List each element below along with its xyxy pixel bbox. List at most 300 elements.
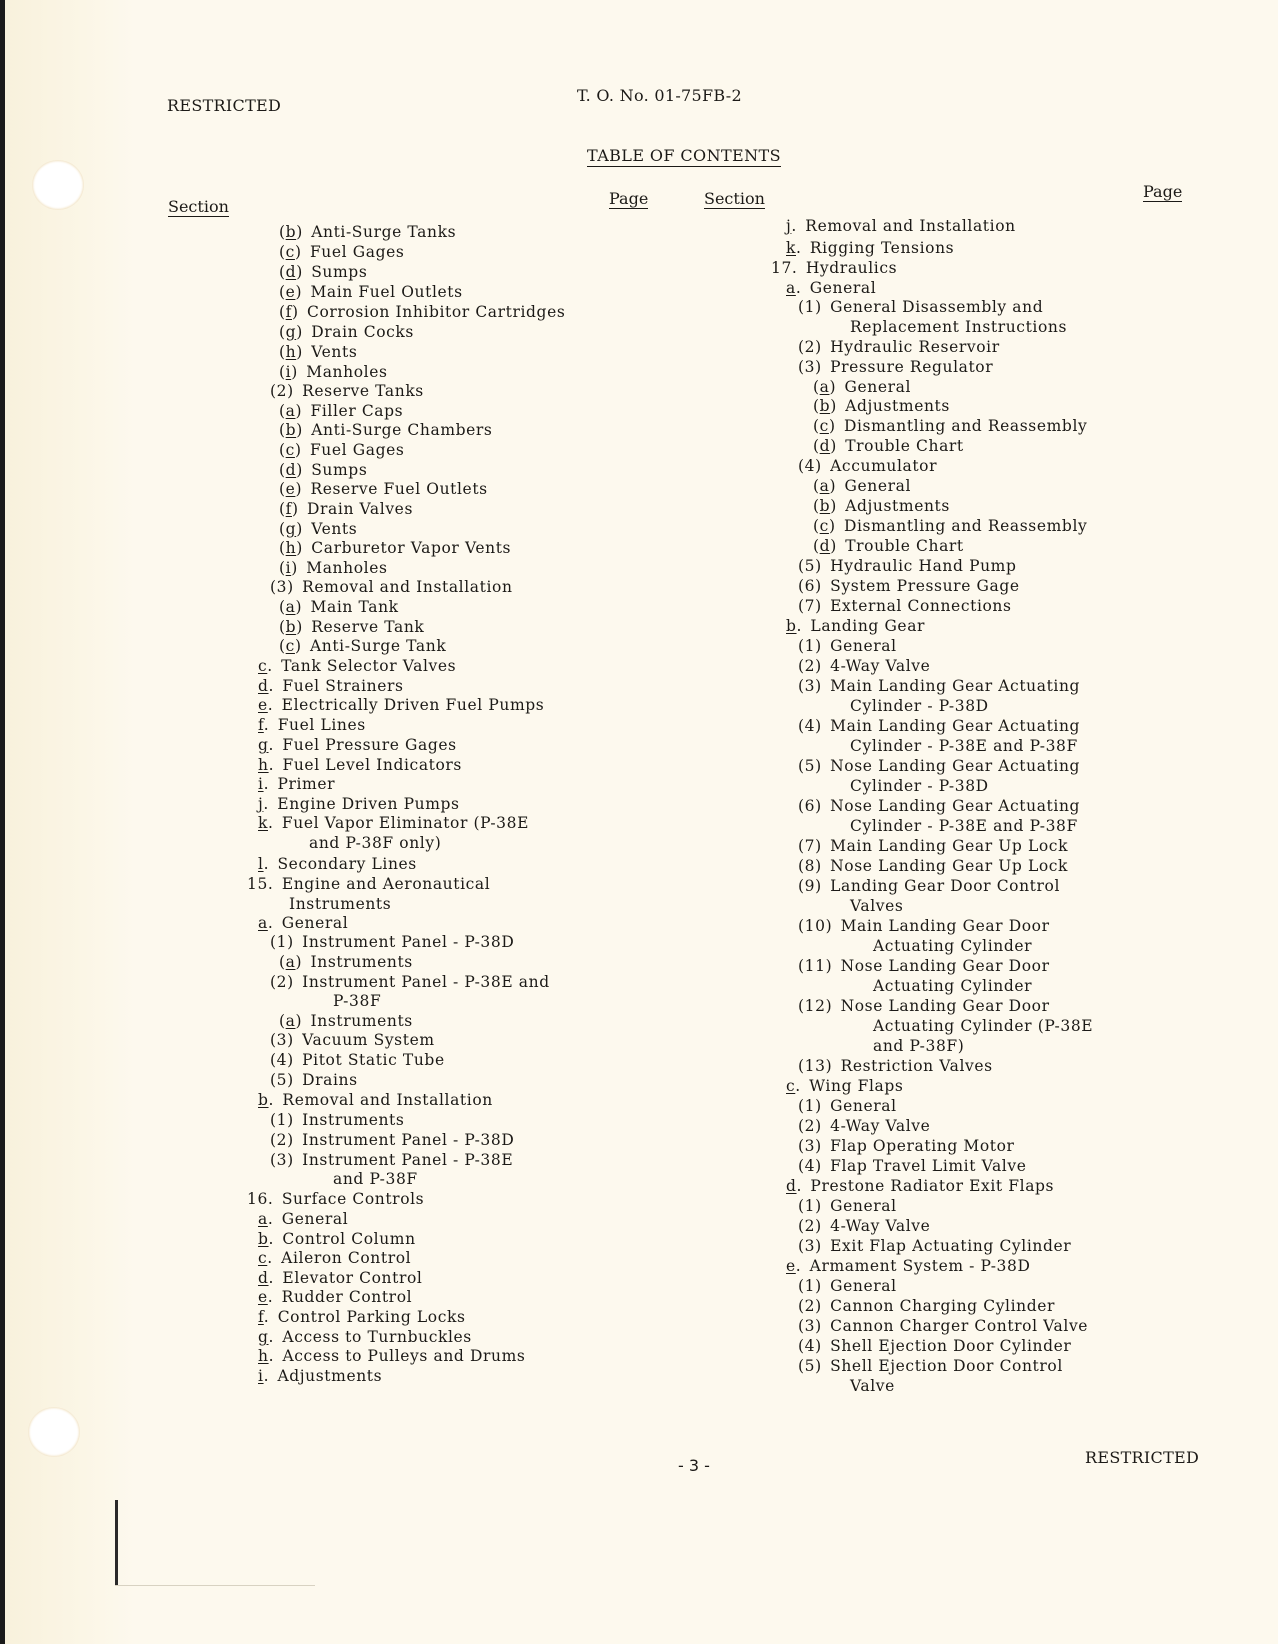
toc-entry-marker: (3): [270, 1031, 294, 1049]
toc-entry-title: Nose Landing Gear Actuating: [830, 757, 1081, 775]
toc-entry[interactable]: [279, 363, 388, 382]
toc-entry[interactable]: [258, 1288, 412, 1307]
toc-entry-marker: (7): [798, 837, 822, 855]
toc-entry-title: General: [830, 637, 897, 655]
toc-entry-title: Cylinder - P-38D: [850, 777, 989, 795]
toc-entry-marker: (f): [279, 500, 299, 518]
toc-entry[interactable]: [798, 557, 1017, 576]
toc-entry-title: External Connections: [830, 597, 1012, 615]
toc-entry[interactable]: [798, 1277, 897, 1296]
toc-entry-marker: (2): [798, 657, 822, 675]
toc-entry-marker: (2): [798, 1297, 822, 1315]
toc-entry-title: Dismantling and Reassembly: [843, 517, 1088, 535]
toc-entry[interactable]: [279, 480, 488, 499]
toc-entry[interactable]: [279, 500, 413, 519]
toc-entry-title: Armament System - P-38D: [809, 1257, 1031, 1275]
left-section-header: Section: [168, 197, 229, 216]
toc-entry-marker: c.: [258, 657, 273, 675]
toc-entry-title: Aileron Control: [281, 1249, 412, 1267]
toc-entry[interactable]: [258, 1367, 382, 1386]
toc-entry[interactable]: [270, 973, 550, 992]
toc-entry-title: Control Parking Locks: [277, 1308, 466, 1326]
toc-entry-title: Nose Landing Gear Actuating: [830, 797, 1081, 815]
toc-entry[interactable]: [279, 618, 424, 637]
toc-entry-marker: (4): [270, 1051, 294, 1069]
toc-entry-marker: (e): [279, 283, 303, 301]
toc-entry[interactable]: [798, 717, 1080, 736]
toc-entry[interactable]: [798, 457, 937, 476]
toc-entry-marker: (h): [279, 539, 303, 557]
toc-entry[interactable]: [270, 1111, 404, 1130]
toc-entry-marker: (i): [279, 559, 298, 577]
toc-entry-title: Drains: [302, 1071, 358, 1089]
toc-entry-marker: 17.: [771, 259, 798, 277]
toc-entry-marker: (1): [798, 1197, 822, 1215]
toc-entry[interactable]: [279, 283, 463, 302]
toc-entry[interactable]: [798, 358, 993, 377]
toc-entry[interactable]: [258, 736, 457, 755]
toc-entry[interactable]: [258, 1328, 472, 1347]
toc-entry-title: Tank Selector Valves: [281, 657, 457, 675]
toc-entry-title: General: [830, 1197, 897, 1215]
toc-entry-title: Main Landing Gear Actuating: [830, 717, 1081, 735]
toc-entry[interactable]: [798, 957, 1050, 976]
toc-entry-title: Removal and Installation: [302, 578, 513, 596]
toc-entry-title: Cannon Charger Control Valve: [830, 1317, 1089, 1335]
toc-entry[interactable]: [258, 1269, 422, 1288]
toc-entry[interactable]: [786, 1177, 1054, 1196]
toc-entry[interactable]: [279, 223, 456, 242]
toc-entry-title: General: [844, 378, 912, 396]
toc-entry-title: Reserve Tank: [311, 618, 425, 636]
toc-entry[interactable]: [873, 977, 1032, 996]
toc-entry-marker: (g): [279, 520, 303, 538]
toc-entry[interactable]: [786, 239, 954, 258]
toc-entry-title: Sumps: [311, 461, 368, 479]
toc-entry[interactable]: [798, 1117, 930, 1136]
toc-entry-marker: (1): [798, 637, 822, 655]
toc-entry-title: Cylinder - P-38E and P-38F: [850, 737, 1078, 755]
toc-entry-title: Pressure Regulator: [830, 358, 994, 376]
toc-entry-title: Adjustments: [845, 397, 950, 415]
toc-entry[interactable]: [258, 756, 462, 775]
toc-entry[interactable]: [850, 777, 989, 796]
toc-entry-marker: (a): [279, 402, 303, 420]
toc-entry-marker: (7): [798, 597, 822, 615]
toc-entry-title: and P-38F only): [309, 834, 442, 852]
toc-entry-marker: (4): [798, 457, 822, 475]
toc-entry-marker: (h): [279, 343, 303, 361]
toc-entry-marker: (f): [279, 303, 299, 321]
toc-entry-title: Manholes: [306, 559, 388, 577]
toc-entry-marker: (8): [798, 857, 822, 875]
toc-entry-title: Access to Pulleys and Drums: [282, 1347, 526, 1365]
toc-entry-title: Vents: [311, 520, 358, 538]
toc-entry-marker: (c): [813, 417, 836, 435]
toc-entry-marker: (b): [813, 397, 837, 415]
toc-entry-title: Fuel Pressure Gages: [282, 736, 457, 754]
toc-entry-title: Fuel Gages: [309, 441, 405, 459]
toc-entry-marker: l.: [258, 855, 270, 873]
toc-entry[interactable]: [798, 1197, 897, 1216]
toc-entry[interactable]: [279, 421, 492, 440]
toc-entry-marker: (c): [279, 243, 302, 261]
toc-entry-marker: (3): [798, 358, 822, 376]
right-page-header: Page: [1143, 182, 1183, 201]
toc-entry-title: Reserve Fuel Outlets: [310, 480, 488, 498]
toc-entry-marker: f.: [258, 716, 270, 734]
toc-entry[interactable]: [258, 1249, 411, 1268]
toc-entry[interactable]: [258, 1347, 525, 1366]
toc-entry[interactable]: [786, 279, 876, 298]
toc-entry-marker: (2): [270, 973, 294, 991]
toc-entry-marker: (1): [798, 1097, 822, 1115]
toc-entry-title: Instruments: [310, 1012, 413, 1030]
toc-entry-marker: (d): [279, 263, 303, 281]
footer-classification: RESTRICTED: [1085, 1448, 1200, 1467]
toc-entry-title: Access to Turnbuckles: [282, 1328, 472, 1346]
toc-entry[interactable]: [270, 382, 424, 401]
toc-entry-title: Flap Operating Motor: [830, 1137, 1015, 1155]
toc-entry[interactable]: [813, 397, 950, 416]
toc-entry-marker: (5): [798, 757, 822, 775]
toc-entry[interactable]: [798, 597, 1012, 616]
toc-entry-marker: (a): [279, 953, 303, 971]
toc-entry-marker: (g): [279, 323, 303, 341]
toc-entry[interactable]: [270, 1031, 435, 1050]
toc-entry-title: Removal and Installation: [282, 1091, 493, 1109]
toc-entry-marker: (13): [798, 1057, 833, 1075]
toc-entry[interactable]: [258, 795, 460, 814]
toc-entry-marker: d.: [786, 1177, 803, 1195]
toc-entry[interactable]: [258, 855, 417, 874]
toc-entry[interactable]: [279, 343, 357, 362]
toc-entry-marker: d.: [258, 677, 275, 695]
toc-entry[interactable]: [798, 298, 1043, 317]
toc-entry-title: General: [844, 477, 912, 495]
toc-entry-marker: (1): [798, 1277, 822, 1295]
toc-entry-title: Main Tank: [310, 598, 399, 616]
toc-entry-title: Surface Controls: [281, 1190, 425, 1208]
toc-entry-marker: g.: [258, 1328, 275, 1346]
toc-entry-title: Main Landing Gear Up Lock: [830, 837, 1069, 855]
toc-entry[interactable]: [258, 1230, 416, 1249]
toc-entry-marker: h.: [258, 756, 275, 774]
toc-entry-title: Fuel Lines: [277, 716, 366, 734]
toc-entry[interactable]: [850, 697, 989, 716]
toc-entry-title: Nose Landing Gear Up Lock: [830, 857, 1069, 875]
toc-entry-title: Electrically Driven Fuel Pumps: [281, 696, 545, 714]
toc-entry[interactable]: [279, 323, 414, 342]
toc-entry-title: General Disassembly and: [830, 298, 1044, 316]
toc-entry-marker: c.: [258, 1249, 273, 1267]
toc-entry-marker: (9): [798, 877, 822, 895]
toc-entry[interactable]: [798, 1137, 1015, 1156]
right-section-header: Section: [704, 189, 765, 208]
toc-entry[interactable]: [798, 657, 930, 676]
toc-entry-marker: (a): [813, 477, 837, 495]
toc-entry[interactable]: [798, 757, 1080, 776]
toc-entry[interactable]: [270, 1151, 513, 1170]
toc-entry-marker: (i): [279, 363, 298, 381]
toc-entry-title: Hydraulics: [805, 259, 898, 277]
toc-entry-title: Anti-Surge Tank: [309, 637, 447, 655]
toc-entry-marker: h.: [258, 1347, 275, 1365]
toc-entry[interactable]: [798, 1217, 930, 1236]
toc-entry-title: Main Landing Gear Door: [840, 917, 1050, 935]
toc-entry[interactable]: [279, 1012, 413, 1031]
toc-entry-marker: g.: [258, 736, 275, 754]
toc-entry-title: Sumps: [311, 263, 368, 281]
toc-entry-title: Instruments: [302, 1111, 405, 1129]
toc-entry-marker: (5): [798, 557, 822, 575]
toc-entry-title: Actuating Cylinder: [873, 977, 1033, 995]
toc-entry-title: Pitot Static Tube: [302, 1051, 445, 1069]
toc-entry[interactable]: [279, 263, 367, 282]
toc-entry-marker: b.: [258, 1230, 275, 1248]
punch-hole-top: [32, 160, 84, 210]
toc-entry[interactable]: [279, 598, 399, 617]
toc-entry[interactable]: [850, 897, 903, 916]
toc-entry[interactable]: [798, 1337, 1071, 1356]
toc-entry[interactable]: [279, 539, 511, 558]
toc-entry-title: Elevator Control: [282, 1269, 423, 1287]
toc-entry[interactable]: [279, 303, 565, 322]
toc-entry-title: Vacuum System: [302, 1031, 435, 1049]
toc-entry-title: Engine and Aeronautical: [281, 875, 491, 893]
toc-entry[interactable]: [850, 1377, 895, 1396]
toc-entry-title: and P-38F): [873, 1037, 965, 1055]
toc-entry-title: 4-Way Valve: [830, 1217, 931, 1235]
toc-entry-title: Fuel Vapor Eliminator (P-38E: [281, 814, 529, 832]
binding-mark: [115, 1500, 118, 1585]
toc-entry-title: General: [830, 1277, 897, 1295]
toc-entry-title: Engine Driven Pumps: [277, 795, 460, 813]
toc-entry[interactable]: [258, 1091, 493, 1110]
toc-entry-marker: (2): [798, 1217, 822, 1235]
toc-entry[interactable]: [786, 617, 925, 636]
toc-entry[interactable]: [258, 657, 456, 676]
toc-entry-title: Landing Gear Door Control: [830, 877, 1061, 895]
toc-entry[interactable]: [247, 1190, 424, 1209]
toc-entry-title: Secondary Lines: [277, 855, 417, 873]
toc-entry[interactable]: [798, 637, 897, 656]
toc-entry-title: Control Column: [282, 1230, 416, 1248]
toc-entry-marker: (3): [798, 1237, 822, 1255]
page-number: - 3 -: [678, 1456, 710, 1475]
toc-entry[interactable]: [258, 814, 529, 833]
toc-entry-title: Nose Landing Gear Door: [840, 997, 1050, 1015]
toc-entry[interactable]: [798, 917, 1050, 936]
toc-entry-title: General: [830, 1097, 897, 1115]
toc-entry-marker: k.: [258, 814, 274, 832]
toc-entry-marker: (4): [798, 1337, 822, 1355]
toc-entry-marker: (3): [798, 1317, 822, 1335]
toc-entry-marker: (4): [798, 1157, 822, 1175]
toc-entry-title: Exit Flap Actuating Cylinder: [830, 1237, 1072, 1255]
toc-entry-marker: (6): [798, 797, 822, 815]
toc-entry-title: Nose Landing Gear Door: [840, 957, 1050, 975]
toc-entry[interactable]: [247, 875, 490, 894]
toc-entry[interactable]: [798, 1097, 897, 1116]
toc-entry[interactable]: [279, 243, 404, 262]
toc-entry-marker: (b): [279, 223, 303, 241]
toc-entry-marker: (2): [798, 338, 822, 356]
toc-entry-title: Removal and Installation: [805, 217, 1016, 235]
toc-entry-marker: (2): [798, 1117, 822, 1135]
toc-entry-title: Trouble Chart: [845, 437, 964, 455]
toc-entry-title: Instrument Panel - P-38E and: [302, 973, 550, 991]
toc-entry-marker: j.: [258, 795, 269, 813]
toc-entry-title: Drain Valves: [307, 500, 414, 518]
toc-entry[interactable]: [813, 517, 1087, 536]
toc-entry[interactable]: [798, 1237, 1071, 1256]
toc-entry-marker: (3): [270, 578, 294, 596]
toc-entry[interactable]: [771, 259, 897, 278]
toc-entry-title: Trouble Chart: [845, 537, 964, 555]
toc-entry[interactable]: [258, 775, 335, 794]
toc-entry[interactable]: [270, 1051, 445, 1070]
toc-entry-title: Cannon Charging Cylinder: [830, 1297, 1056, 1315]
toc-entry[interactable]: [279, 953, 413, 972]
toc-entry[interactable]: [798, 1317, 1088, 1336]
toc-entry-marker: (d): [279, 461, 303, 479]
toc-entry-marker: a.: [258, 1210, 274, 1228]
toc-entry[interactable]: [798, 797, 1080, 816]
toc-entry[interactable]: [798, 577, 1020, 596]
toc-entry[interactable]: [258, 1210, 348, 1229]
toc-entry-title: Hydraulic Reservoir: [830, 338, 1000, 356]
toc-entry[interactable]: [873, 1037, 964, 1056]
toc-entry[interactable]: [873, 1017, 1093, 1036]
toc-entry-title: Primer: [277, 775, 336, 793]
toc-entry[interactable]: [258, 696, 544, 715]
toc-entry-title: Instrument Panel - P-38D: [302, 1131, 515, 1149]
toc-entry-marker: e.: [258, 1288, 274, 1306]
toc-entry[interactable]: [279, 461, 367, 480]
toc-entry-title: Anti-Surge Tanks: [311, 223, 457, 241]
toc-entry[interactable]: [258, 677, 404, 696]
toc-entry-marker: (1): [270, 1111, 294, 1129]
toc-entry-title: Dismantling and Reassembly: [843, 417, 1088, 435]
toc-entry-marker: (12): [798, 997, 833, 1015]
toc-entry[interactable]: [813, 477, 911, 496]
toc-entry-title: Cylinder - P-38E and P-38F: [850, 817, 1078, 835]
toc-entry[interactable]: [798, 1157, 1027, 1176]
toc-entry[interactable]: [279, 559, 388, 578]
toc-entry-marker: (c): [279, 637, 302, 655]
toc-entry-title: Main Landing Gear Actuating: [830, 677, 1081, 695]
toc-entry-marker: c.: [786, 1077, 801, 1095]
toc-entry[interactable]: [813, 417, 1087, 436]
toc-entry[interactable]: [270, 578, 513, 597]
toc-entry-title: Adjustments: [277, 1367, 383, 1385]
toc-entry[interactable]: [798, 1057, 993, 1076]
toc-entry[interactable]: [873, 937, 1032, 956]
toc-entry-title: Vents: [311, 343, 358, 361]
toc-entry-marker: (e): [279, 480, 303, 498]
header-classification: RESTRICTED: [167, 96, 282, 115]
toc-entry[interactable]: [279, 637, 446, 656]
toc-entry[interactable]: [270, 1071, 358, 1090]
toc-entry-title: Instruments: [289, 895, 392, 913]
toc-entry[interactable]: [258, 914, 348, 933]
toc-entry[interactable]: [798, 677, 1080, 696]
toc-entry[interactable]: [798, 877, 1060, 896]
toc-entry-marker: e.: [786, 1257, 802, 1275]
toc-entry[interactable]: [258, 1308, 466, 1327]
toc-entry-marker: b.: [258, 1091, 275, 1109]
page-title: TABLE OF CONTENTS: [587, 146, 781, 165]
toc-entry[interactable]: [270, 933, 514, 952]
toc-entry[interactable]: [333, 992, 381, 1011]
toc-entry[interactable]: [850, 318, 1067, 337]
toc-entry[interactable]: [813, 497, 950, 516]
toc-entry[interactable]: [798, 997, 1050, 1016]
toc-entry[interactable]: [270, 1131, 514, 1150]
toc-entry-title: Anti-Surge Chambers: [311, 421, 493, 439]
toc-entry-marker: i.: [258, 1367, 270, 1385]
toc-entry-marker: (c): [279, 441, 302, 459]
toc-entry-title: Prestone Radiator Exit Flaps: [810, 1177, 1055, 1195]
toc-entry[interactable]: [279, 441, 404, 460]
toc-entry[interactable]: [786, 217, 1016, 236]
toc-entry-title: Restriction Valves: [840, 1057, 993, 1075]
toc-entry[interactable]: [279, 402, 403, 421]
toc-entry[interactable]: [813, 537, 964, 556]
toc-entry-marker: j.: [786, 217, 797, 235]
toc-entry[interactable]: [813, 437, 964, 456]
toc-entry[interactable]: [289, 895, 391, 914]
toc-entry-title: Rudder Control: [281, 1288, 413, 1306]
toc-entry[interactable]: [850, 737, 1078, 756]
toc-entry-marker: (c): [813, 517, 836, 535]
toc-entry[interactable]: [333, 1170, 418, 1189]
toc-entry-title: Actuating Cylinder (P-38E: [873, 1017, 1094, 1035]
toc-entry-title: 4-Way Valve: [830, 1117, 931, 1135]
toc-entry-title: 4-Way Valve: [830, 657, 931, 675]
toc-entry[interactable]: [279, 520, 357, 539]
toc-entry[interactable]: [786, 1257, 1031, 1276]
toc-entry[interactable]: [798, 338, 1000, 357]
toc-entry[interactable]: [309, 834, 441, 853]
toc-entry-marker: (4): [798, 717, 822, 735]
toc-entry-title: Accumulator: [830, 457, 938, 475]
toc-entry-marker: 15.: [247, 875, 274, 893]
toc-entry-title: Filler Caps: [310, 402, 404, 420]
toc-entry-marker: (b): [813, 497, 837, 515]
toc-entry[interactable]: [786, 1077, 903, 1096]
toc-entry-title: Cylinder - P-38D: [850, 697, 989, 715]
toc-entry-marker: (3): [270, 1151, 294, 1169]
paper-margin-tint: [5, 0, 135, 1644]
toc-entry[interactable]: [813, 378, 911, 397]
toc-entry[interactable]: [798, 837, 1068, 856]
toc-entry[interactable]: [258, 716, 366, 735]
toc-entry[interactable]: [850, 817, 1078, 836]
binding-mark-horizontal: [115, 1585, 315, 1586]
toc-entry[interactable]: [798, 1357, 1063, 1376]
toc-entry-title: General: [281, 914, 349, 932]
toc-entry-marker: (a): [279, 1012, 303, 1030]
toc-entry[interactable]: [798, 1297, 1055, 1316]
left-page-header: Page: [609, 189, 649, 208]
toc-entry-title: Shell Ejection Door Cylinder: [830, 1337, 1072, 1355]
toc-entry-title: Fuel Strainers: [282, 677, 404, 695]
toc-entry-marker: (5): [270, 1071, 294, 1089]
toc-entry-title: P-38F: [333, 992, 382, 1010]
toc-entry[interactable]: [798, 857, 1068, 876]
